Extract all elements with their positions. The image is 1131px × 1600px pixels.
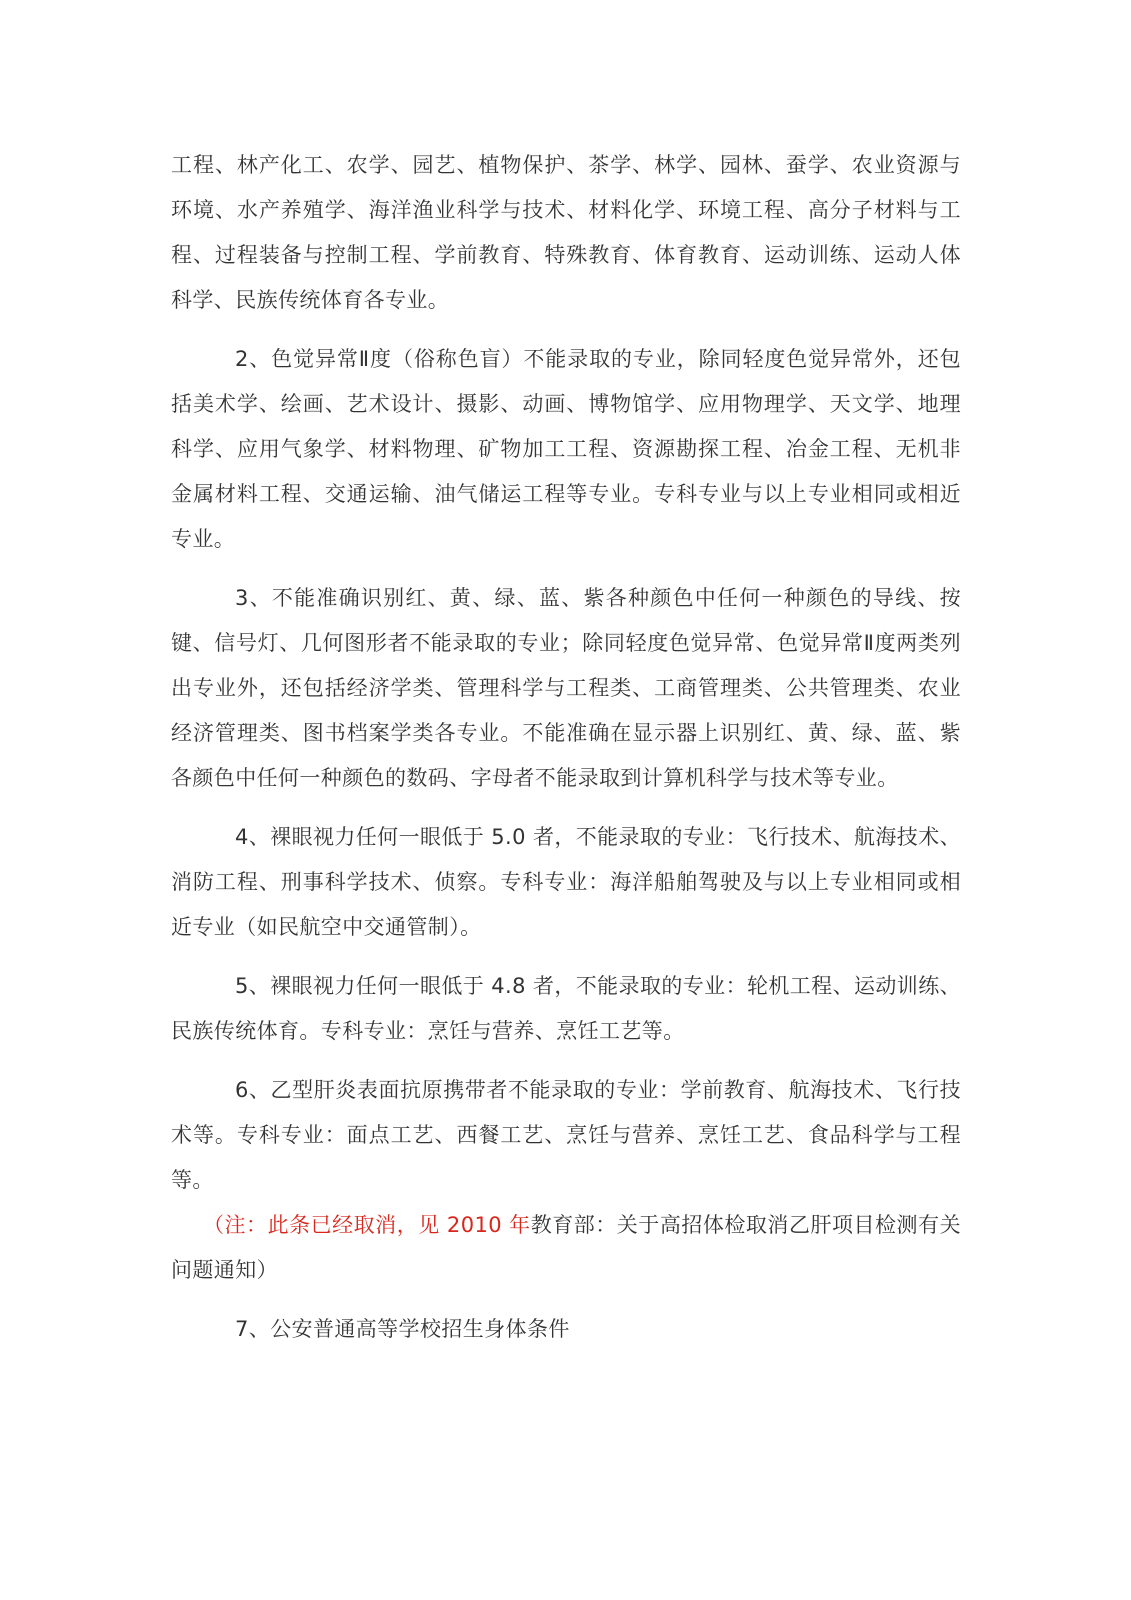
paragraph-item-2: 2、色觉异常Ⅱ度（俗称色盲）不能录取的专业，除同轻度色觉异常外，还包括美术学、绘画、艺术设计、摄影、动画、博物馆学、应用物理学、天文学、地理科学、应用气象学、材料物理、矿物加工工程、资源勘探工程、冶金工程、无机非金属材料工程、交通运输、油气储运工程等专业。专科专业与以上专业相同或相近专业。 xyxy=(171,347,961,551)
paragraph-item-3: 3、不能准确识别红、黄、绿、蓝、紫各种颜色中任何一种颜色的导线、按键、信号灯、几何图形者不能录取的专业；除同轻度色觉异常、色觉异常Ⅱ度两类列出专业外，还包括经济学类、管理科学与工程类、工商管理类、公共管理类、农业经济管理类、图书档案学类各专业。不能准确在显示器上识别红、黄、绿、蓝、紫各颜色中任何一种颜色的数码、字母者不能录取到计算机科学与技术等专业。 xyxy=(171,586,961,790)
note-paragraph xyxy=(171,1203,961,1293)
paragraph-item-5: 5、裸眼视力任何一眼低于 4.8 者，不能录取的专业：轮机工程、运动训练、民族传统体育。专科专业：烹饪与营养、烹饪工艺等。 xyxy=(171,974,961,1043)
paragraph-item-4: 4、裸眼视力任何一眼低于 5.0 者，不能录取的专业：飞行技术、航海技术、消防工程、刑事科学技术、侦察。专科专业：海洋船舶驾驶及与以上专业相同或相近专业（如民航空中交通管制）。 xyxy=(171,825,961,939)
paragraph-continued: 工程、林产化工、农学、园艺、植物保护、茶学、林学、园林、蚕学、农业资源与环境、水产养殖学、海洋渔业科学与技术、材料化学、环境工程、高分子材料与工程、过程装备与控制工程、学前教育、特殊教育、体育教育、运动训练、运动人体科学、民族传统体育各专业。 xyxy=(171,153,961,312)
paragraph-item-6: 6、乙型肝炎表面抗原携带者不能录取的专业：学前教育、航海技术、飞行技术等。专科专业：面点工艺、西餐工艺、烹饪与营养、烹饪工艺、食品科学与工程等。 xyxy=(171,1078,961,1192)
note-cancelled-text: （注：此条已经取消，见 2010 年 xyxy=(203,1213,531,1237)
note-ministry-link-text: 教育部：关于高招体检取消乙肝项目检测有关问题通知） xyxy=(171,1213,962,1282)
paragraph-item-7: 7、公安普通高等学校招生身体条件 xyxy=(235,1317,570,1341)
document-body xyxy=(171,143,961,1352)
